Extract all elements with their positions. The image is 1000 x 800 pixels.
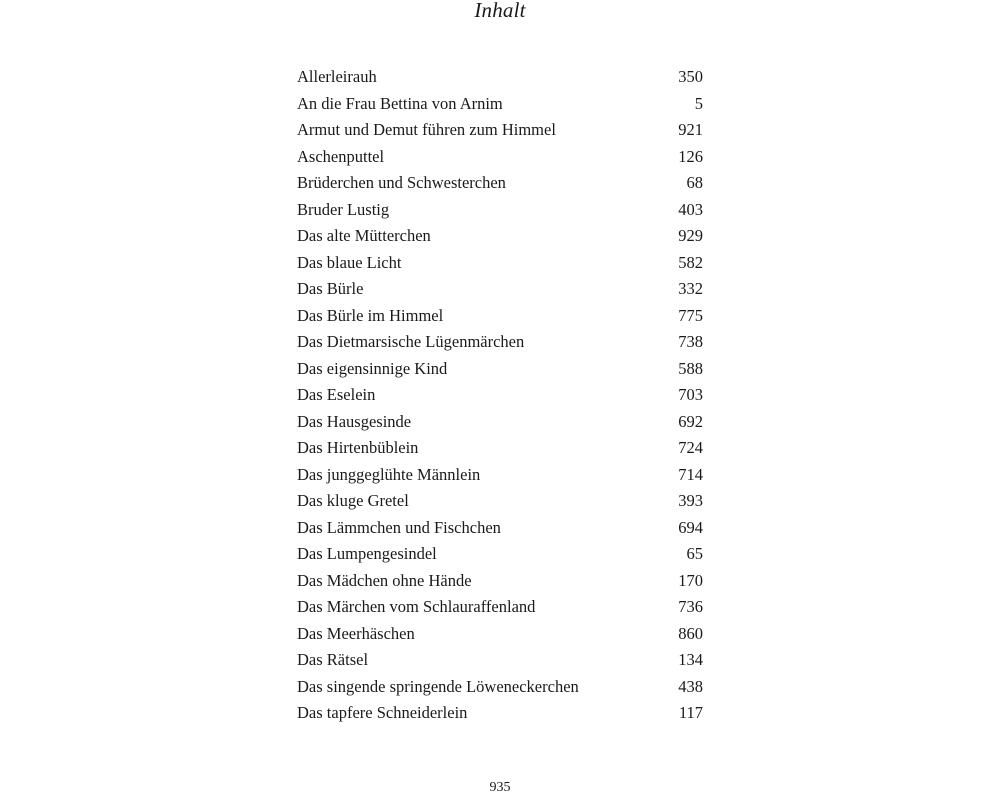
toc-entry-title: Das Hausgesinde — [297, 411, 412, 431]
toc-entry[interactable] — [297, 170, 703, 197]
toc-entry[interactable] — [297, 594, 703, 621]
toc-entry[interactable] — [297, 435, 703, 462]
toc-entry-title: Das Bürle — [297, 279, 364, 298]
toc-entry-title: Das alte Mütterchen — [297, 226, 431, 245]
toc-entry[interactable] — [297, 329, 703, 356]
toc-entry[interactable] — [297, 91, 703, 118]
toc-entry[interactable] — [297, 303, 703, 330]
toc-entry-title: Das eigensinnige Kind — [297, 358, 448, 378]
toc-entry-page: 714 — [678, 464, 703, 484]
toc-entry-page: 588 — [678, 358, 703, 378]
toc-entry-title: Das Meerhäschen — [297, 623, 415, 643]
toc-entry[interactable] — [297, 276, 703, 303]
toc-entry[interactable] — [297, 541, 703, 568]
toc-entry-page: 860 — [678, 623, 703, 643]
page-title: Inhalt — [474, 0, 526, 22]
toc-entry-title: Das Hirtenbüblein — [297, 438, 419, 457]
toc-entry[interactable] — [297, 250, 703, 277]
toc-entry-title: Das singende springende Löweneckerchen — [297, 676, 579, 696]
toc-entry-page: 403 — [678, 199, 703, 219]
toc-entry-title: Das blaue Licht — [297, 252, 402, 272]
toc-entry-page: 68 — [686, 173, 703, 192]
toc-entry[interactable] — [297, 515, 703, 542]
toc-entry-page: 738 — [678, 332, 703, 351]
toc-entry[interactable] — [297, 409, 703, 436]
toc-entry[interactable] — [297, 223, 703, 250]
toc-entry[interactable] — [297, 356, 703, 383]
toc-entry[interactable] — [297, 700, 703, 727]
toc-entry-page: 393 — [678, 491, 703, 510]
toc-entry-title: Armut und Demut führen zum Himmel — [297, 120, 556, 139]
toc-entry-title: Das Mädchen ohne Hände — [297, 570, 472, 590]
toc-entry-title: Das junggeglühte Männlein — [297, 464, 481, 484]
toc-entry-page: 694 — [678, 517, 703, 537]
toc-entry[interactable] — [297, 647, 703, 674]
toc-entry-page: 134 — [678, 650, 703, 669]
toc-entry-page: 692 — [678, 411, 703, 431]
toc-entry-title: Das Lämmchen und Fischchen — [297, 517, 501, 537]
toc-entry[interactable] — [297, 64, 703, 91]
toc-entry-page: 350 — [678, 67, 703, 86]
toc-entry-title: Brüderchen und Schwesterchen — [297, 173, 506, 192]
toc-entry-page: 438 — [678, 676, 703, 696]
toc-entry-page: 170 — [678, 570, 703, 590]
toc-entry-page: 65 — [686, 544, 703, 563]
toc-entry-page: 736 — [678, 597, 703, 616]
toc-entry[interactable] — [297, 568, 703, 595]
toc-entry-page: 929 — [678, 226, 703, 245]
toc-entry[interactable] — [297, 621, 703, 648]
toc-entry-title: Allerleirauh — [297, 67, 377, 86]
toc-entry-title: Aschenputtel — [297, 146, 385, 166]
toc-entry-page: 724 — [678, 438, 703, 457]
toc-entry[interactable] — [297, 382, 703, 409]
toc-entry-page: 117 — [678, 703, 703, 722]
toc-entry[interactable] — [297, 488, 703, 515]
toc-entry-title: Das kluge Gretel — [297, 491, 409, 510]
toc-entry-page: 126 — [678, 146, 703, 166]
toc-entry-page: 332 — [678, 279, 703, 298]
toc-entry-title: An die Frau Bettina von Arnim — [297, 93, 503, 113]
toc-entry-page: 582 — [678, 252, 703, 272]
toc-entry-title: Das Bürle im Himmel — [297, 305, 444, 325]
toc-entry-title: Bruder Lustig — [297, 199, 390, 219]
toc-entry[interactable] — [297, 197, 703, 224]
toc-entry-title: Das Lumpengesindel — [297, 544, 437, 563]
toc-entry-title: Das Eselein — [297, 385, 376, 404]
toc-entry[interactable] — [297, 462, 703, 489]
toc-entry-title: Das Rätsel — [297, 650, 369, 669]
toc-entry-page: 703 — [678, 385, 703, 404]
toc-entry-title: Das Märchen vom Schlauraffenland — [297, 597, 536, 616]
toc-entry[interactable] — [297, 144, 703, 171]
toc-entry[interactable] — [297, 674, 703, 701]
toc-entry-page: 921 — [678, 120, 703, 139]
toc-entry-title: Das Dietmarsische Lügenmärchen — [297, 332, 525, 351]
toc-entry-page: 775 — [678, 305, 703, 325]
page-number: 935 — [489, 780, 511, 795]
toc-entry-page: 5 — [694, 93, 703, 113]
toc-entry[interactable] — [297, 117, 703, 144]
toc-entry-title: Das tapfere Schneiderlein — [297, 703, 468, 722]
table-of-contents — [297, 64, 703, 727]
